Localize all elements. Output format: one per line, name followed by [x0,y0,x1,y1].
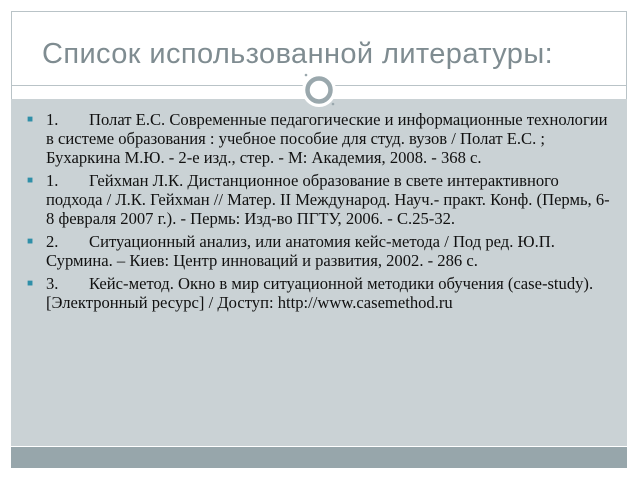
item-text: Кейс-метод. Окно в мир ситуационной методики обучения (case-study). [Электронный ресурс] / Доступ: http://www.casemethod.ru [46,274,594,312]
slide-title: Список использованной литературы: [42,38,554,70]
ring-ornament-icon [300,71,338,109]
square-bullet-icon: ■ [27,278,34,289]
item-number: 3. [46,274,59,293]
item-number: 2. [46,232,59,251]
item-text: Полат Е.С. Современные педагогические и информационные технологии в системе образования : учебное пособие для студ. вузов / Полат Е.С. ; Бухаркина М.Ю. - 2-е изд., стер. - М: Академия, 2008. - 368 с. [46,110,608,167]
square-bullet-icon: ■ [27,114,34,125]
right-divider-line [626,86,627,99]
left-divider-line [11,86,12,99]
item-number: 1. [46,171,59,190]
square-bullet-icon: ■ [27,236,34,247]
item-number: 1. [46,110,59,129]
list-item [26,232,616,270]
item-text: Ситуационный анализ, или анатомия кейс-метода / Под ред. Ю.П. Сурмина. – Киев: Центр инноваций и развития, 2002. - 286 с. [46,232,555,270]
list-item [26,274,616,312]
reference-list [26,110,616,316]
footer-bar [11,447,627,468]
list-item [26,171,616,228]
list-item [26,110,616,167]
square-bullet-icon: ■ [27,175,34,186]
item-text: Гейхман Л.К. Дистанционное образование в свете интерактивного подхода / Л.К. Гейхман // Матер. II Международ. Науч.- практ. Конф. (Пермь, 6-8 февраля 2007 г.). - Пермь: Изд-во ПГТУ, 2006. - С.25-32. [46,171,610,228]
